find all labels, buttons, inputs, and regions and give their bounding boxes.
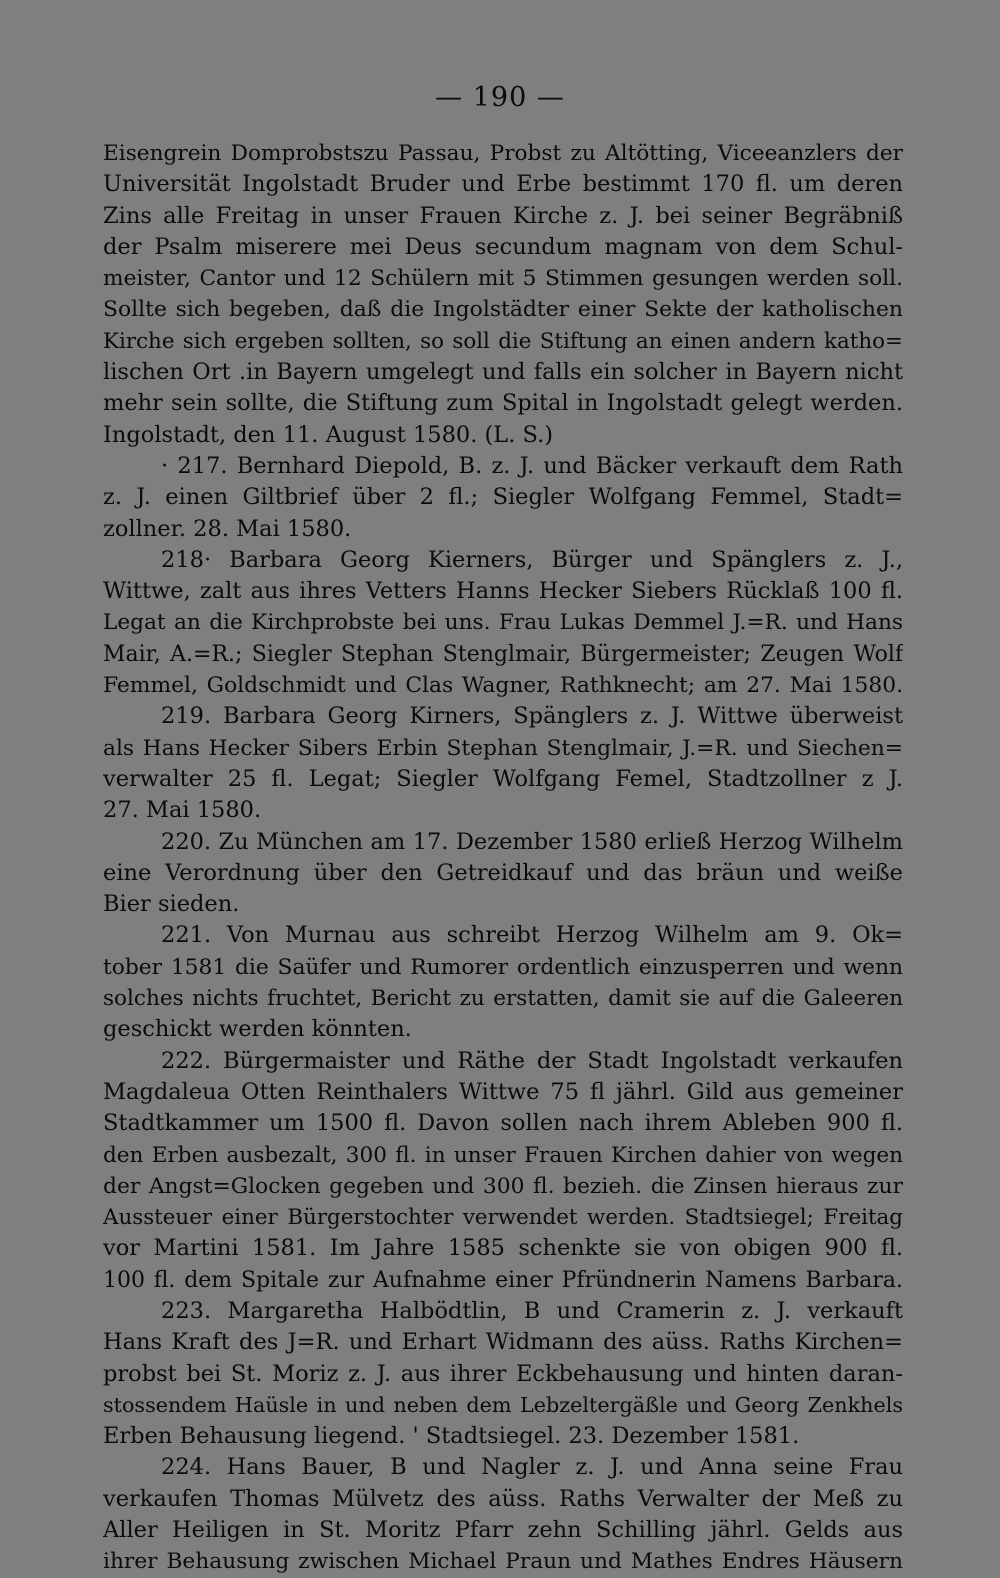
text-line: mehr sein sollte, die Stiftung zum Spital in Ingolstadt gelegt werden. xyxy=(103,390,903,417)
text-line: Eisengrein Domprobstszu Passau, Probst zu Altötting, Viceeanzlers der xyxy=(103,141,903,166)
text-line: der Psalm miserere mei Deus secundum magnam von dem Schul- xyxy=(103,233,903,260)
text-line: Universität Ingolstadt Bruder und Erbe bestimmt 170 fl. um deren xyxy=(103,171,903,198)
text-line: den Erben ausbezalt, 300 fl. in unser Frauen Kirchen dahier von wegen xyxy=(103,1142,903,1168)
text-line: Erben Behausung liegend. ' Stadtsiegel. 23. Dezember 1581. xyxy=(103,1423,800,1450)
text-line: ihrer Behausung zwischen Michael Praun und Mathes Endres Häusern xyxy=(103,1549,903,1575)
text-line: solches nichts fruchtet, Bericht zu erstatten, damit sie auf die Galeeren xyxy=(103,986,903,1012)
text-line: 100 fl. dem Spitale zur Aufnahme einer Pfründnerin Namens Barbara. xyxy=(103,1267,903,1293)
text-line: probst bei St. Moriz z. J. aus ihrer Eckbehausung und hinten daran- xyxy=(103,1360,903,1387)
entry-222-line: 222. Bürgermaister und Räthe der Stadt Ingolstadt verkaufen xyxy=(161,1047,903,1074)
text-line: vor Martini 1581. Im Jahre 1585 schenkte sie von obigen 900 fl. xyxy=(103,1235,903,1262)
text-line: Hans Kraft des J=R. und Erhart Widmann des aüss. Raths Kirchen= xyxy=(103,1329,903,1356)
text-line: Stadtkammer um 1500 fl. Davon sollen nach ihrem Ableben 900 fl. xyxy=(103,1110,903,1137)
text-line: Aussteuer einer Bürgerstochter verwendet werden. Stadtsiegel; Freitag xyxy=(103,1205,903,1231)
text-line: meister, Cantor und 12 Schülern mit 5 Stimmen gesungen werden soll. xyxy=(103,266,903,292)
entry-217-line: · 217. Bernhard Diepold, B. z. J. und Bäcker verkauft dem Rath xyxy=(161,452,903,479)
text-line: tober 1581 die Saüfer und Rumorer ordentlich einzusperren und wenn xyxy=(103,954,903,980)
text-line: Zins alle Freitag in unser Frauen Kirche z. J. bei seiner Begräbniß xyxy=(103,202,903,229)
text-line: der Angst=Glocken gegeben und 300 fl. bezieh. die Zinsen hieraus zur xyxy=(103,1173,903,1199)
text-line: Magdaleua Otten Reinthalers Wittwe 75 fl jährl. Gild aus gemeiner xyxy=(103,1078,903,1105)
text-line: 27. Mai 1580. xyxy=(103,797,262,824)
text-line: stossendem Haüsle in und neben dem Lebzeltergäßle und Georg Zenkhels xyxy=(103,1392,903,1417)
text-line: Legat an die Kirchprobste bei uns. Frau Lukas Demmel J.=R. und Hans xyxy=(103,610,903,636)
text-line: zollner. 28. Mai 1580. xyxy=(103,515,352,542)
text-line: eine Verordnung über den Getreidkauf und das bräun und weiße xyxy=(103,859,903,886)
entry-223-line: 223. Margaretha Halbödtlin, B und Cramerin z. J. verkauft xyxy=(161,1297,903,1324)
text-line: Mair, A.=R.; Siegler Stephan Stenglmair, Bürgermeister; Zeugen Wolf xyxy=(103,641,903,667)
text-line: Sollte sich begeben, daß die Ingolstädter einer Sekte der katholischen xyxy=(103,297,903,323)
text-line: z. J. einen Giltbrief über 2 fl.; Siegler Wolfgang Femmel, Stadt= xyxy=(103,484,903,511)
text-line: Ingolstadt, den 11. August 1580. (L. S.) xyxy=(103,421,554,448)
entry-219-line: 219. Barbara Georg Kirners, Spänglers z. J. Wittwe überweist xyxy=(161,703,903,730)
text-line: Femmel, Goldschmidt und Clas Wagner, Rathknecht; am 27. Mai 1580. xyxy=(103,673,903,699)
text-line: lischen Ort .in Bayern umgelegt und falls ein solcher in Bayern nicht xyxy=(103,359,903,386)
text-line: geschickt werden könnten. xyxy=(103,1016,412,1043)
text-line: Bier sieden. xyxy=(103,891,240,918)
text-line: als Hans Hecker Sibers Erbin Stephan Stenglmair, J.=R. und Siechen= xyxy=(103,735,903,761)
text-line: Wittwe, zalt aus ihres Vetters Hanns Hecker Siebers Rücklaß 100 fl. xyxy=(103,578,903,605)
page-number: — 190 — xyxy=(435,82,565,113)
entry-220-line: 220. Zu München am 17. Dezember 1580 erließ Herzog Wilhelm xyxy=(161,828,903,855)
text-line: verwalter 25 fl. Legat; Siegler Wolfgang Femel, Stadtzollner z J. xyxy=(103,765,903,792)
entry-218-line: 218· Barbara Georg Kierners, Bürger und Spänglers z. J., xyxy=(161,546,903,573)
text-line: verkaufen Thomas Mülvetz des aüss. Raths Verwalter der Meß zu xyxy=(103,1485,903,1512)
text-line: Aller Heiligen in St. Moritz Pfarr zehn Schilling jährl. Gelds aus xyxy=(103,1517,903,1544)
text-line: Kirche sich ergeben sollten, so soll die Stiftung an einen andern katho= xyxy=(103,328,903,354)
entry-221-line: 221. Von Murnau aus schreibt Herzog Wilhelm am 9. Ok= xyxy=(161,922,903,949)
entry-224-line: 224. Hans Bauer, B und Nagler z. J. und Anna seine Frau xyxy=(161,1454,903,1481)
body-text xyxy=(103,138,903,1578)
